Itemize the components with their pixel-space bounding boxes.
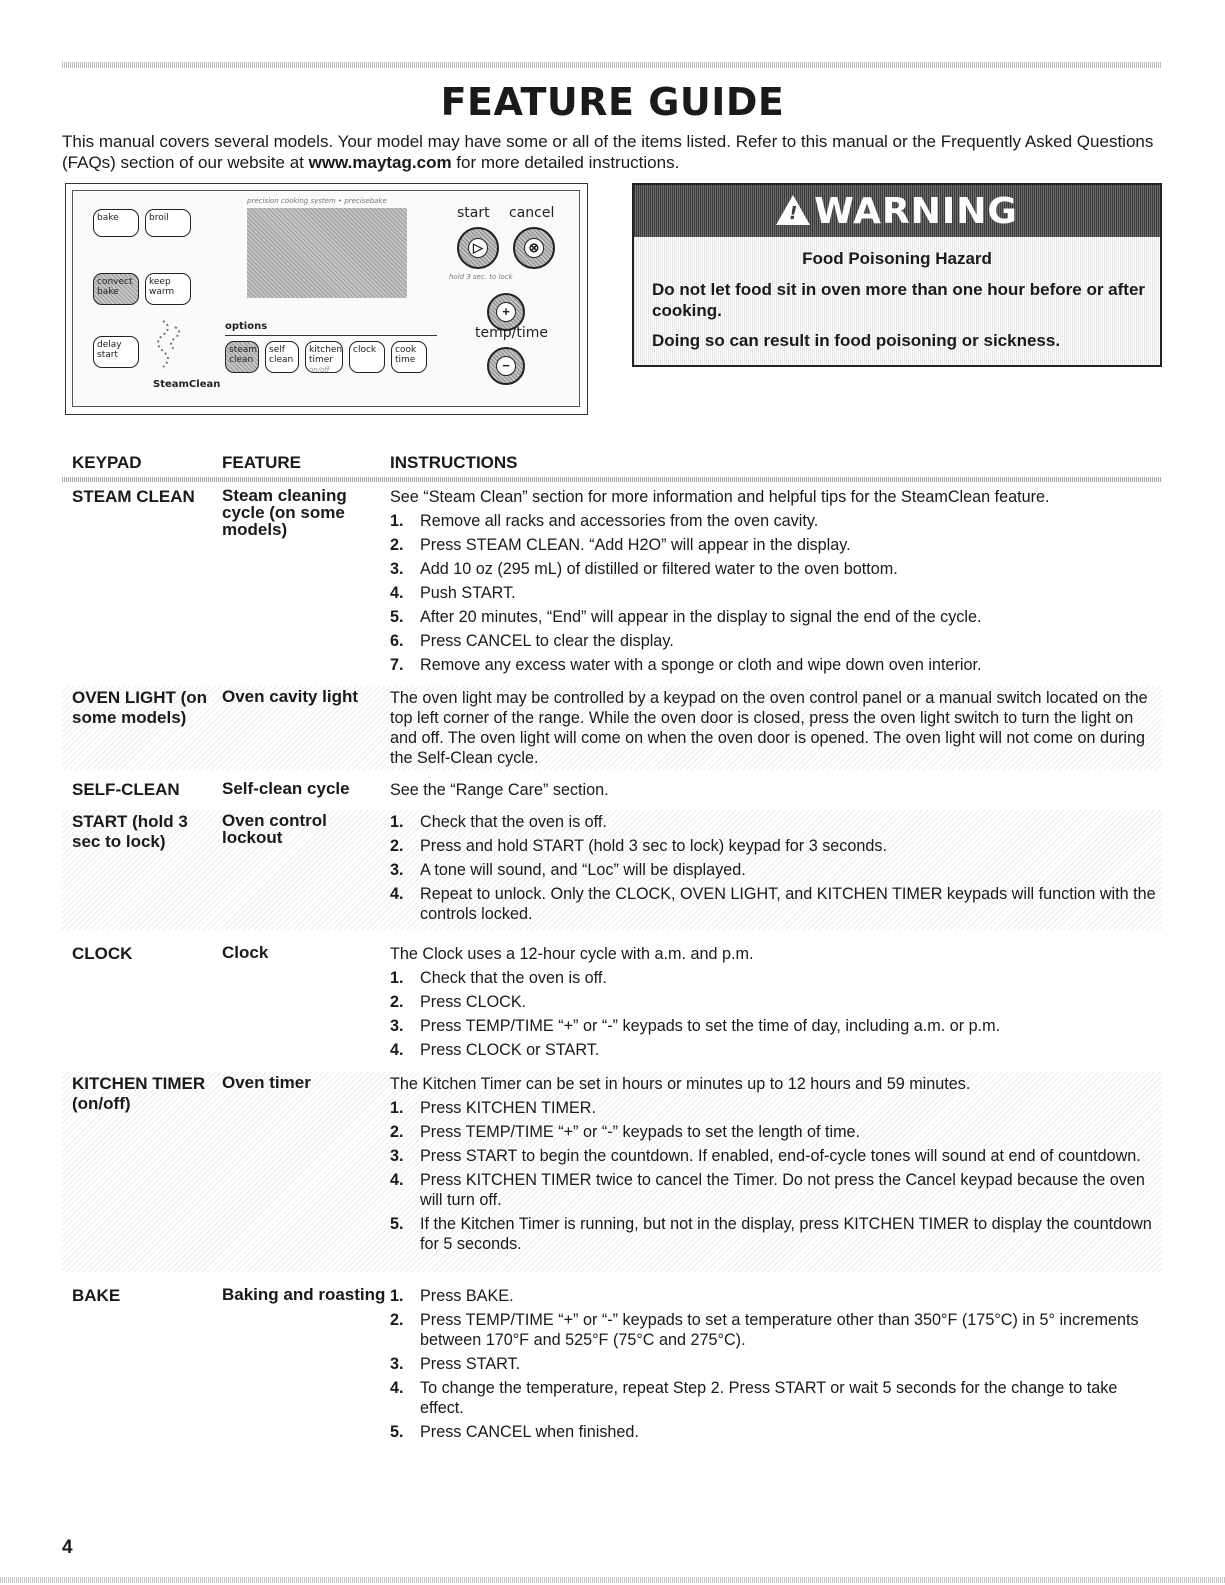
- header-instructions: INSTRUCTIONS: [390, 453, 518, 472]
- steamclean-brand: SteamClean: [153, 379, 221, 390]
- kitchen-timer-key-label: kitchen timer: [309, 345, 343, 365]
- row-intro: The oven light may be controlled by a keypad on the oven control panel or a manual switch located on the top left corner of the range. While the oven door is closed, press the oven light switch to turn the light on and off. The oven light will come on when the oven door is opened. The oven light will not come on during the Self-Clean cycle.: [390, 689, 1148, 767]
- row-intro: See the “Range Care” section.: [390, 781, 609, 799]
- warning-heading-text: WARNING: [814, 190, 1018, 232]
- header-keypad: KEYPAD: [72, 453, 142, 472]
- step-list: [390, 968, 1160, 1060]
- control-panel-face: [72, 190, 580, 407]
- cancel-x-icon: ⊗: [524, 238, 544, 258]
- temp-minus-button: [487, 347, 525, 385]
- row-keypad: BAKE: [72, 1286, 121, 1305]
- panel-tagline: precision cooking system • precisebake: [247, 197, 387, 205]
- list-item: 4. To change the temperature, repeat Step 2. Press START or wait 5 seconds for the change to take effect.: [390, 1379, 1118, 1417]
- row-keypad: OVEN LIGHT (on some models): [72, 688, 208, 727]
- warning-box: [632, 183, 1162, 367]
- table-row: [62, 1072, 1162, 1272]
- steam-clean-key: steam clean: [225, 341, 259, 373]
- keep-warm-key: keep warm: [145, 273, 191, 305]
- temp-time-label: temp/time: [475, 325, 548, 341]
- options-label: options: [225, 321, 268, 332]
- list-item: 1. Check that the oven is off.: [390, 969, 607, 987]
- warning-header: [634, 185, 1160, 237]
- clock-key: clock: [349, 341, 385, 373]
- list-item: 1. Press KITCHEN TIMER.: [390, 1099, 596, 1117]
- row-instructions: [390, 487, 1160, 679]
- warning-triangle-icon: [776, 195, 810, 225]
- cancel-button: [513, 227, 555, 269]
- list-item: 4. Repeat to unlock. Only the CLOCK, OVEN LIGHT, and KITCHEN TIMER keypads will function with the controls locked.: [390, 885, 1156, 923]
- row-instructions: [390, 812, 1160, 928]
- warning-line-2: Doing so can result in food poisoning or sickness.: [652, 331, 1061, 350]
- warning-body: [634, 237, 1160, 365]
- list-item: 2. Press CLOCK.: [390, 993, 527, 1011]
- step-list: [390, 812, 1160, 924]
- top-rule: [62, 62, 1162, 68]
- row-feature: Steam cleaning cycle (on some models): [222, 486, 347, 539]
- list-item: 2. Press and hold START (hold 3 sec to lock) keypad for 3 seconds.: [390, 837, 887, 855]
- row-instructions: [390, 1286, 1160, 1446]
- row-feature: Clock: [222, 943, 269, 962]
- list-item: 3. Add 10 oz (295 mL) of distilled or filtered water to the oven bottom.: [390, 560, 898, 578]
- plus-icon: +: [496, 302, 516, 322]
- table-row: [62, 778, 1162, 806]
- start-triangle-icon: ▷: [468, 238, 488, 258]
- header-rule: [62, 477, 1162, 482]
- row-instructions: [390, 1074, 1160, 1258]
- minus-icon: −: [496, 356, 516, 376]
- broil-key: broil: [145, 209, 191, 237]
- intro-post: for more detailed instructions.: [451, 153, 680, 172]
- self-clean-key: self clean: [265, 341, 299, 373]
- step-list: [390, 1286, 1160, 1442]
- list-item: 1. Check that the oven is off.: [390, 813, 607, 831]
- website-link[interactable]: www.maytag.com: [308, 153, 452, 172]
- table-row: [62, 686, 1162, 770]
- list-item: 4. Push START.: [390, 584, 516, 602]
- control-panel-illustration: [65, 183, 588, 415]
- list-item: 2. Press TEMP/TIME “+” or “-” keypads to set the length of time.: [390, 1123, 861, 1141]
- table-row: [62, 485, 1162, 678]
- list-item: 2. Press STEAM CLEAN. “Add H2O” will appear in the display.: [390, 536, 851, 554]
- step-list: [390, 511, 1160, 675]
- panel-display: [247, 208, 407, 298]
- row-feature: Oven cavity light: [222, 687, 359, 706]
- page-number: 4: [62, 1537, 73, 1558]
- bake-key: bake: [93, 209, 139, 237]
- start-label: start: [457, 205, 490, 221]
- cancel-label: cancel: [509, 205, 555, 221]
- kitchen-timer-key-sublabel: on/off: [309, 366, 330, 374]
- list-item: 3. A tone will sound, and “Loc” will be displayed.: [390, 861, 746, 879]
- step-list: [390, 1098, 1160, 1254]
- intro-pre: This manual covers several models. Your model may have some or all of the items listed. Refer to this manual or the Frequently Asked Questions (FAQs) section of our website at: [62, 132, 1154, 172]
- list-item: 1. Press BAKE.: [390, 1287, 514, 1305]
- options-rule: [225, 335, 437, 336]
- intro-text: [62, 131, 1162, 173]
- list-item: 2. Press TEMP/TIME “+” or “-” keypads to set a temperature other than 350°F (175°C) in 5° increments between 170°F and 525°F (75°C and 275°C).: [390, 1311, 1139, 1349]
- start-button: [457, 227, 499, 269]
- bottom-rule: [0, 1577, 1225, 1583]
- row-intro: The Clock uses a 12-hour cycle with a.m. and p.m.: [390, 945, 754, 963]
- list-item: 5. If the Kitchen Timer is running, but not in the display, press KITCHEN TIMER to display the countdown for 5 seconds.: [390, 1215, 1152, 1253]
- row-keypad: START (hold 3 sec to lock): [72, 812, 188, 851]
- list-item: 1. Remove all racks and accessories from the oven cavity.: [390, 512, 819, 530]
- row-instructions: [390, 688, 1160, 768]
- page-title: FEATURE GUIDE: [440, 80, 785, 124]
- list-item: 4. Press KITCHEN TIMER twice to cancel the Timer. Do not press the Cancel keypad because the oven will turn off.: [390, 1171, 1145, 1209]
- convect-bake-key: convect bake: [93, 273, 139, 305]
- list-item: 3. Press START.: [390, 1355, 521, 1373]
- table-row: [62, 1284, 1162, 1454]
- hold-to-lock-label: hold 3 sec. to lock: [449, 273, 513, 281]
- cook-time-key: cook time: [391, 341, 427, 373]
- row-intro: See “Steam Clean” section for more information and helpful tips for the SteamClean feature.: [390, 488, 1050, 506]
- list-item: 3. Press START to begin the countdown. If enabled, end-of-cycle tones will sound at end of countdown.: [390, 1147, 1141, 1165]
- row-instructions: [390, 944, 1160, 1064]
- row-feature: Oven control lockout: [222, 811, 327, 847]
- row-feature: Oven timer: [222, 1073, 311, 1092]
- list-item: 7. Remove any excess water with a sponge or cloth and wipe down oven interior.: [390, 656, 982, 674]
- row-feature: Self-clean cycle: [222, 779, 350, 798]
- row-keypad: CLOCK: [72, 944, 133, 963]
- warning-line-1: Do not let food sit in oven more than one hour before or after cooking.: [652, 280, 1146, 320]
- list-item: 3. Press TEMP/TIME “+” or “-” keypads to set the time of day, including a.m. or p.m.: [390, 1017, 1001, 1035]
- list-item: 5. After 20 minutes, “End” will appear in the display to signal the end of the cycle.: [390, 608, 982, 626]
- table-row: [62, 942, 1162, 1060]
- kitchen-timer-key: [305, 341, 343, 373]
- delay-start-key: delay start: [93, 336, 139, 368]
- row-keypad: KITCHEN TIMER (on/off): [72, 1074, 206, 1113]
- row-instructions: [390, 780, 1160, 804]
- row-intro: The Kitchen Timer can be set in hours or minutes up to 12 hours and 59 minutes.: [390, 1075, 971, 1093]
- list-item: 6. Press CANCEL to clear the display.: [390, 632, 674, 650]
- header-feature: FEATURE: [222, 453, 302, 472]
- row-keypad: STEAM CLEAN: [72, 487, 195, 506]
- steam-swirl-icon: [149, 317, 193, 375]
- warning-heading: [776, 191, 1018, 232]
- row-feature: Baking and roasting: [222, 1285, 386, 1304]
- warning-subheading: Food Poisoning Hazard: [802, 249, 992, 268]
- list-item: 4. Press CLOCK or START.: [390, 1041, 600, 1059]
- list-item: 5. Press CANCEL when finished.: [390, 1423, 639, 1441]
- table-row: [62, 810, 1162, 930]
- row-keypad: SELF-CLEAN: [72, 780, 180, 799]
